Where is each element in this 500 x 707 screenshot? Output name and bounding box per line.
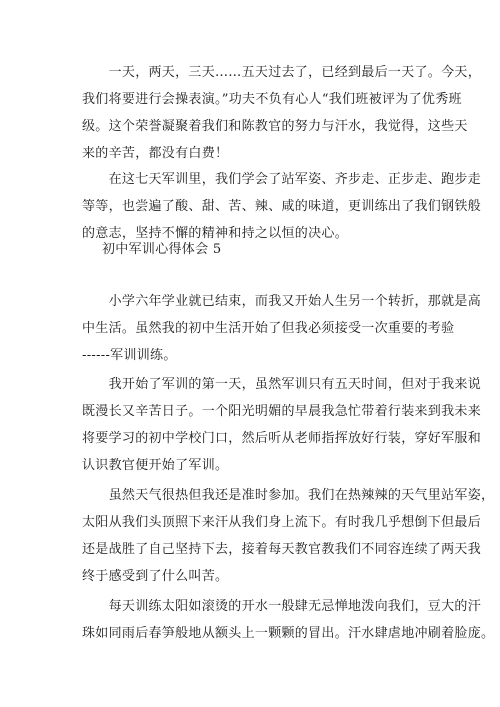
text-line: ------军训训练。 [82,348,177,363]
text-line: 虽然天气很热但我还是准时参加。我们在热辣辣的天气里站军姿， [82,488,495,503]
text-line: 认识教官便开始了军训。 [82,458,229,473]
text-line: 既漫长又辛苦日子。一个阳光明媚的早晨我急忙带着行装来到我未来 [82,404,482,419]
text-line: 我们将要进行会操表演。”功夫不负有心人“我们班被评为了优秀班 [82,92,462,107]
text-line: 的意志，坚持不懈的精神和持之以恒的决心。 [82,226,349,241]
text-line: 珠如同雨后春笋般地从额头上一颗颗的冒出。汗水肆虐地冲刷着脸庞。 [82,626,495,641]
text-line: 我开始了军训的第一天，虽然军训只有五天时间，但对于我来说 [82,377,482,392]
text-line: 级。这个荣誉凝聚着我们和陈教官的努力与汗水，我觉得，这些天 [82,119,468,134]
text-line: 等等，也尝遍了酸、甜、苦、辣、咸的味道，更训练出了我们钢铁般 [82,199,482,214]
text-line: 每天训练太阳如滚烫的开水一般肆无忌惮地泼向我们，豆大的汗 [82,599,482,614]
text-line: 一天，两天，三天……五天过去了，已经到最后一天了。今天， [82,65,482,80]
text-line: 太阳从我们头顶照下来汗从我们身上流下。有时我几乎想倒下但最后 [82,515,482,530]
paragraph-4 [82,371,482,479]
text-line: 将要学习的初中学校门口，然后听从老师指挥放好行装，穿好军服和 [82,431,482,446]
paragraph-5 [82,482,495,590]
paragraph-1 [82,59,482,167]
text-line: 终于感受到了什么叫苦。 [82,569,229,584]
section-title: 初中军训心得体会 5 [102,242,222,257]
text-line: 在这七天军训里，我们学会了站军姿、齐步走、正步走、跑步走 [82,172,482,187]
paragraph-3 [82,288,482,369]
text-line: 来的辛苦，都没有白费！ [82,146,229,161]
text-line: 小学六年学业就已结束，而我又开始人生另一个转折，那就是高 [82,294,482,309]
paragraph-2 [82,166,482,247]
paragraph-6 [82,593,495,647]
text-line: 中生活。虽然我的初中生活开始了但我必须接受一次重要的考验 [82,321,455,336]
text-line: 还是战胜了自己坚持下去，接着每天教官教我们不同容连续了两天我 [82,542,482,557]
